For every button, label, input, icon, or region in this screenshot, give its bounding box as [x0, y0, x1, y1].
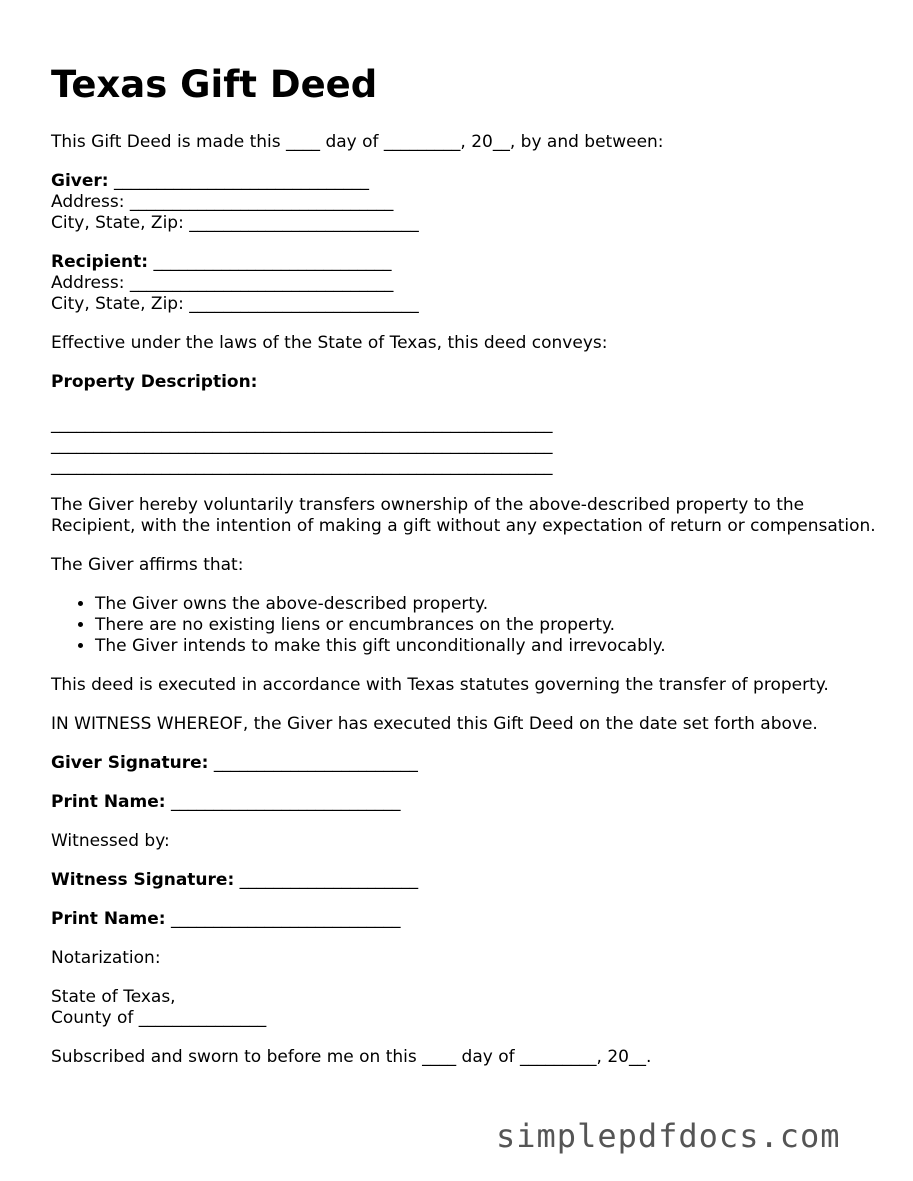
- recipient-name-line: ____________________________: [148, 252, 392, 272]
- statutes-paragraph: This deed is executed in accordance with Texas statutes governing the transfer of property.: [51, 675, 829, 695]
- witness-signature-label: Witness Signature:: [51, 870, 235, 890]
- list-item: • There are no existing liens or encumbrances on the property.: [95, 615, 891, 636]
- notary-venue: [51, 987, 891, 1029]
- witness-print-name-label: Print Name:: [51, 909, 166, 929]
- property-description-lines: [51, 414, 891, 477]
- list-item: • The Giver intends to make this gift unconditionally and irrevocably.: [95, 636, 891, 657]
- print-name-label: Print Name:: [51, 792, 166, 812]
- property-line: ___________________________________________________________: [51, 414, 553, 434]
- giver-city-line: City, State, Zip: ___________________________: [51, 213, 419, 233]
- affirmations-list: [51, 594, 891, 657]
- property-line: ___________________________________________________________: [51, 435, 553, 455]
- recipient-city-line: City, State, Zip: ___________________________: [51, 294, 419, 314]
- giver-name-line: ______________________________: [108, 171, 369, 191]
- affirms-paragraph: The Giver affirms that:: [51, 555, 244, 575]
- witnessed-by-text: Witnessed by:: [51, 831, 170, 851]
- witness-whereof-paragraph: IN WITNESS WHEREOF, the Giver has executed this Gift Deed on the date set forth above.: [51, 714, 818, 734]
- notarization-heading: Notarization:: [51, 948, 161, 968]
- document-page: [51, 62, 891, 1086]
- recipient-label: Recipient:: [51, 252, 149, 272]
- document-title: Texas Gift Deed: [51, 63, 378, 106]
- subscribed-paragraph: Subscribed and sworn to before me on this ____ day of _________, 20__.: [51, 1047, 652, 1067]
- list-item: • The Giver owns the above-described property.: [95, 594, 891, 615]
- recipient-block: [51, 252, 891, 315]
- recipient-address-line: Address: _______________________________: [51, 273, 394, 293]
- giver-signature-line: ________________________: [208, 753, 418, 773]
- giver-label: Giver:: [51, 171, 109, 191]
- effective-paragraph: Effective under the laws of the State of Texas, this deed conveys:: [51, 333, 608, 353]
- witness-print-name-line: ___________________________: [165, 909, 401, 929]
- property-description-label: Property Description:: [51, 372, 258, 392]
- intro-paragraph: This Gift Deed is made this ____ day of _________, 20__, by and between:: [51, 132, 664, 152]
- county-line: County of _______________: [51, 1008, 267, 1028]
- print-name-line: ___________________________: [165, 792, 401, 812]
- witness-signature-line: _____________________: [234, 870, 419, 890]
- giver-block: [51, 171, 891, 234]
- giver-signature-label: Giver Signature:: [51, 753, 209, 773]
- giver-address-line: Address: _______________________________: [51, 192, 394, 212]
- watermark-text: simplepdfdocs.com: [496, 1117, 841, 1155]
- state-line: State of Texas,: [51, 987, 176, 1007]
- property-line: ___________________________________________________________: [51, 456, 553, 476]
- transfer-paragraph: The Giver hereby voluntarily transfers ownership of the above-described property to the Recipient, with the intention of making a gift without any expectation of return or compensation.: [51, 495, 876, 536]
